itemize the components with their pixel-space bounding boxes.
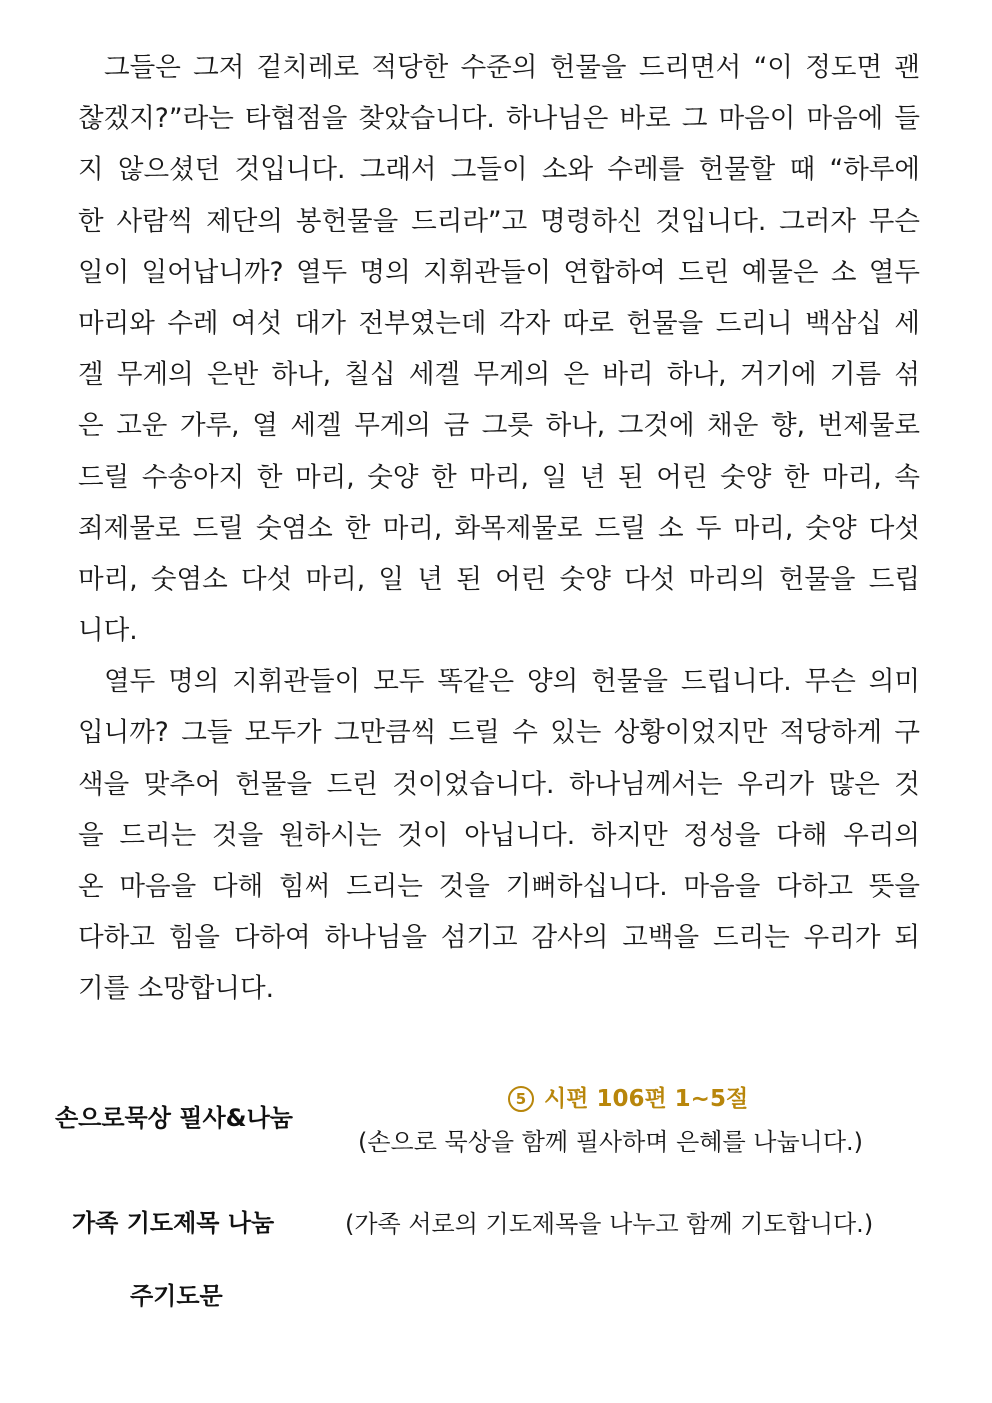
body-line: 입니까? 그들 모두가 그만큼씩 드릴 수 있는 상황이었지만 적당하게 구 (78, 717, 920, 749)
lords-prayer-label: 주기도문 (130, 1282, 223, 1310)
psalm-reference-text: 시편 106편 1~5절 (544, 1086, 749, 1112)
body-line: 을 드리는 것을 원하시는 것이 아닙니다. 하지만 정성을 다해 우리의 (78, 819, 920, 851)
body-line: 마리, 숫염소 다섯 마리, 일 년 된 어린 숫양 다섯 마리의 헌물을 드립 (78, 563, 920, 595)
handwriting-section-label: 손으로묵상 필사&나눔 (55, 1104, 293, 1132)
family-prayer-description: (가족 서로의 기도제목을 나누고 함께 기도합니다.) (345, 1210, 874, 1238)
handwriting-description: (손으로 묵상을 함께 필사하며 은혜를 나눕니다.) (358, 1128, 863, 1156)
body-line: 죄제물로 드릴 숫염소 한 마리, 화목제물로 드릴 소 두 마리, 숫양 다섯 (78, 512, 920, 544)
body-line: 한 사람씩 제단의 봉헌물을 드리라”고 명령하신 것입니다. 그러자 무슨 (78, 205, 920, 237)
body-line: 일이 일어납니까? 열두 명의 지휘관들이 연합하여 드린 예물은 소 열두 (78, 256, 920, 288)
body-line: 열두 명의 지휘관들이 모두 똑같은 양의 헌물을 드립니다. 무슨 의미 (104, 666, 920, 698)
family-prayer-label: 가족 기도제목 나눔 (72, 1209, 275, 1237)
body-line: 니다. (78, 615, 138, 647)
body-line: 기를 소망합니다. (78, 973, 275, 1005)
body-line: 찮겠지?”라는 타협점을 찾았습니다. 하나님은 바로 그 마음이 마음에 들 (78, 103, 920, 135)
circled-number-five: 5 (508, 1086, 534, 1112)
body-line: 드릴 수송아지 한 마리, 숫양 한 마리, 일 년 된 어린 숫양 한 마리, 속 (78, 461, 920, 493)
psalm-reference (508, 1080, 748, 1113)
body-line: 온 마음을 다해 힘써 드리는 것을 기뻐하십니다. 마음을 다하고 뜻을 (78, 871, 920, 902)
devotional-body (78, 42, 920, 1015)
body-line: 마리와 수레 여섯 대가 전부였는데 각자 따로 헌물을 드리니 백삼십 세 (78, 307, 920, 339)
body-line: 다하고 힘을 다하여 하나님을 섬기고 감사의 고백을 드리는 우리가 되 (78, 922, 920, 954)
body-line: 은 고운 가루, 열 세겔 무게의 금 그릇 하나, 그것에 채운 향, 번제물로 (78, 410, 920, 442)
body-line: 색을 맞추어 헌물을 드린 것이었습니다. 하나님께서는 우리가 많은 것 (78, 768, 920, 800)
body-line: 그들은 그저 겉치레로 적당한 수준의 헌물을 드리면서 “이 정도면 괜 (104, 52, 920, 83)
body-line: 겔 무게의 은반 하나, 칠십 세겔 무게의 은 바리 하나, 거기에 기름 섞 (78, 359, 920, 391)
body-line: 지 않으셨던 것입니다. 그래서 그들이 소와 수레를 헌물할 때 “하루에 (78, 154, 920, 186)
